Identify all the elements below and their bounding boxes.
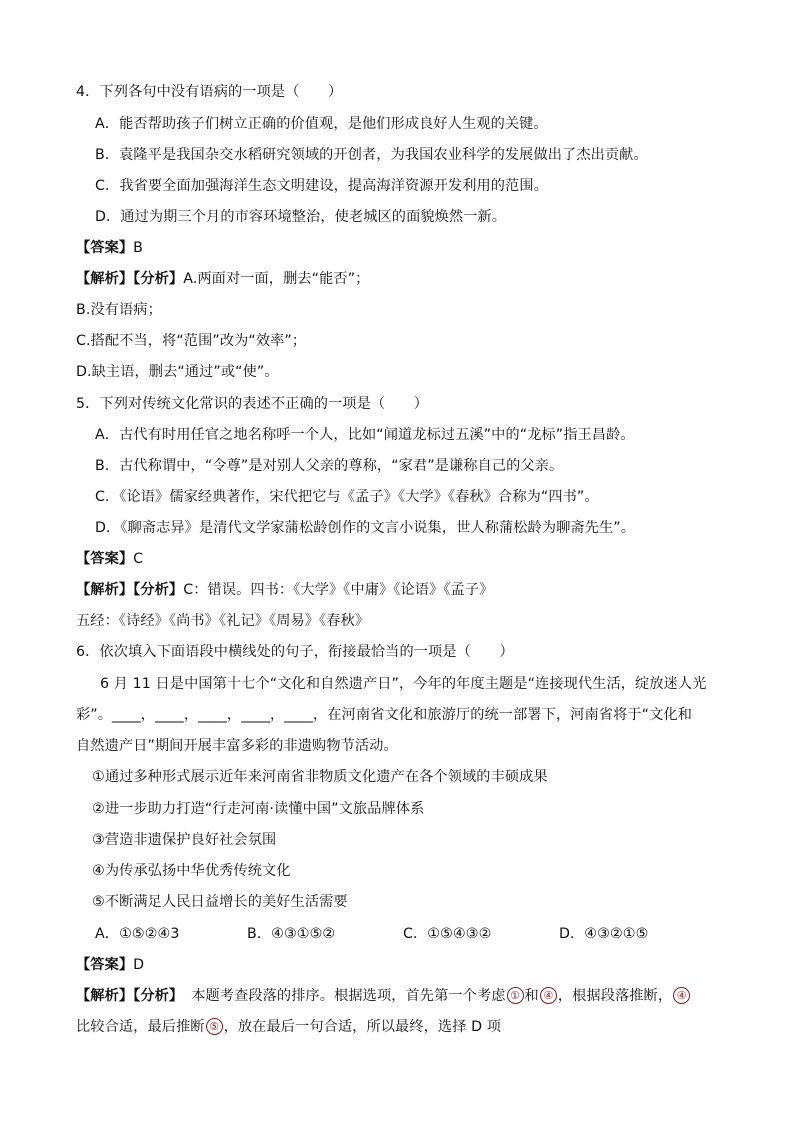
q6-paragraph-line-1: 6 月 11 日是中国第十七个“文化和自然遗产日”，今年的年度主题是“连接现代生活，绽放迷人光 — [100, 676, 707, 692]
q6-choice-b: B．④③①⑤② — [247, 926, 336, 942]
analysis-text-4: ，放在最后一句合适，所以最终，选择 D 项 — [223, 1019, 502, 1035]
q4-analysis-line-2: B.没有语病； — [76, 302, 162, 318]
q4-option-c: C．我省要全面加强海洋生态文明建设，提高海洋资源开发利用的范围。 — [95, 178, 548, 194]
answer-value: D — [133, 957, 145, 973]
q6-choice-d: D．④③②①⑤ — [559, 926, 649, 942]
circled-number-4-annotation: ④ — [540, 987, 557, 1004]
q6-item-4: ④为传承弘扬中华优秀传统文化 — [92, 863, 291, 879]
q5-analysis-line-2: 五经：《诗经》《尚书》《礼记》《周易》《春秋》 — [76, 613, 370, 629]
analysis-text: A.两面对一面，删去“能否”； — [183, 271, 370, 287]
q5-option-a: A．古代有时用任官之地名称呼一个人，比如“闻道龙标过五溪”中的“龙标”指王昌龄。 — [95, 427, 635, 443]
answer-tag: 【答案】 — [76, 240, 134, 256]
analysis-text: 本题考查段落的排序。根据选项，首先第一个考虑 — [191, 988, 506, 1004]
q4-answer — [76, 238, 143, 258]
q6-choice-a: A．①⑤②④3 — [95, 926, 180, 942]
q6-stem: 6．依次填入下面语段中横线处的句子，衔接最恰当的一项是（ ） — [76, 644, 514, 660]
q4-analysis-line-1 — [76, 269, 369, 289]
answer-tag: 【答案】 — [76, 957, 134, 973]
q6-item-3: ③营造非遗保护良好社会氛围 — [92, 832, 277, 848]
answer-value: C — [133, 551, 144, 567]
q5-answer — [76, 549, 143, 569]
q4-option-a: A．能否帮助孩子们树立正确的价值观，是他们形成良好人生观的关键。 — [95, 116, 548, 132]
q6-analysis-line-1 — [76, 986, 691, 1006]
q5-option-c: C．《论语》儒家经典著作，宋代把它与《孟子》《大学》《春秋》合称为“四书”。 — [95, 489, 599, 505]
q6-analysis-line-2 — [76, 1017, 501, 1037]
q5-option-d: D．《聊斋志异》是清代文学家蒲松龄创作的文言小说集，世人称蒲松龄为聊斋先生”。 — [95, 520, 636, 536]
q6-item-2: ②进一步助力打造“行走河南·读懂中国”文旅品牌体系 — [92, 801, 425, 817]
q4-stem: 4．下列各句中没有语病的一项是（ ） — [76, 84, 343, 100]
q6-item-5: ⑤不断满足人民日益增长的美好生活需要 — [92, 894, 348, 910]
q6-paragraph-line-2: 彩”。____，____，____，____，____，在河南省文化和旅游厅的统一部署下，河南省将于“文化和 — [76, 707, 692, 723]
circled-number-1-annotation: ① — [507, 987, 524, 1004]
q6-paragraph-line-3: 自然遗产日”期间开展丰富多彩的非遗购物节活动。 — [76, 738, 398, 754]
analysis-text-3: 比较合适，最后推断 — [76, 1019, 205, 1035]
q4-analysis-line-3: C.搭配不当，将“范围”改为“效率”； — [76, 333, 307, 349]
analysis-tag: 【解析】【分析】 — [76, 582, 184, 598]
q6-choice-c: C．①⑤④③② — [403, 926, 492, 942]
q5-analysis-line-1 — [76, 580, 493, 600]
analysis-tag: 【解析】【分析】 — [76, 988, 184, 1004]
answer-tag: 【答案】 — [76, 551, 134, 567]
analysis-and: 和 — [524, 988, 539, 1004]
circled-number-4b-annotation: ④ — [673, 987, 690, 1004]
q4-option-b: B．袁隆平是我国杂交水稻研究领域的开创者，为我国农业科学的发展做出了杰出贡献。 — [95, 147, 648, 163]
analysis-text-2: ，根据段落推断， — [557, 988, 673, 1004]
circled-number-5-annotation: ⑤ — [206, 1018, 223, 1035]
q6-item-1: ①通过多种形式展示近年来河南省非物质文化遗产在各个领域的丰硕成果 — [92, 769, 548, 785]
q5-option-b: B．古代称谓中，“令尊”是对别人父亲的尊称，“家君”是谦称自己的父亲。 — [95, 458, 564, 474]
q6-answer — [76, 955, 144, 975]
analysis-text: C：错误。四书：《大学》《中庸》《论语》《孟子》 — [183, 582, 494, 598]
q5-stem: 5．下列对传统文化常识的表述不正确的一项是（ ） — [76, 396, 429, 412]
answer-value: B — [133, 240, 143, 256]
q4-analysis-line-4: D.缺主语，删去“通过”或“使”。 — [76, 364, 279, 380]
analysis-tag: 【解析】【分析】 — [76, 271, 184, 287]
q4-option-d: D．通过为期三个月的市容环境整治，使老城区的面貌焕然一新。 — [95, 209, 507, 225]
